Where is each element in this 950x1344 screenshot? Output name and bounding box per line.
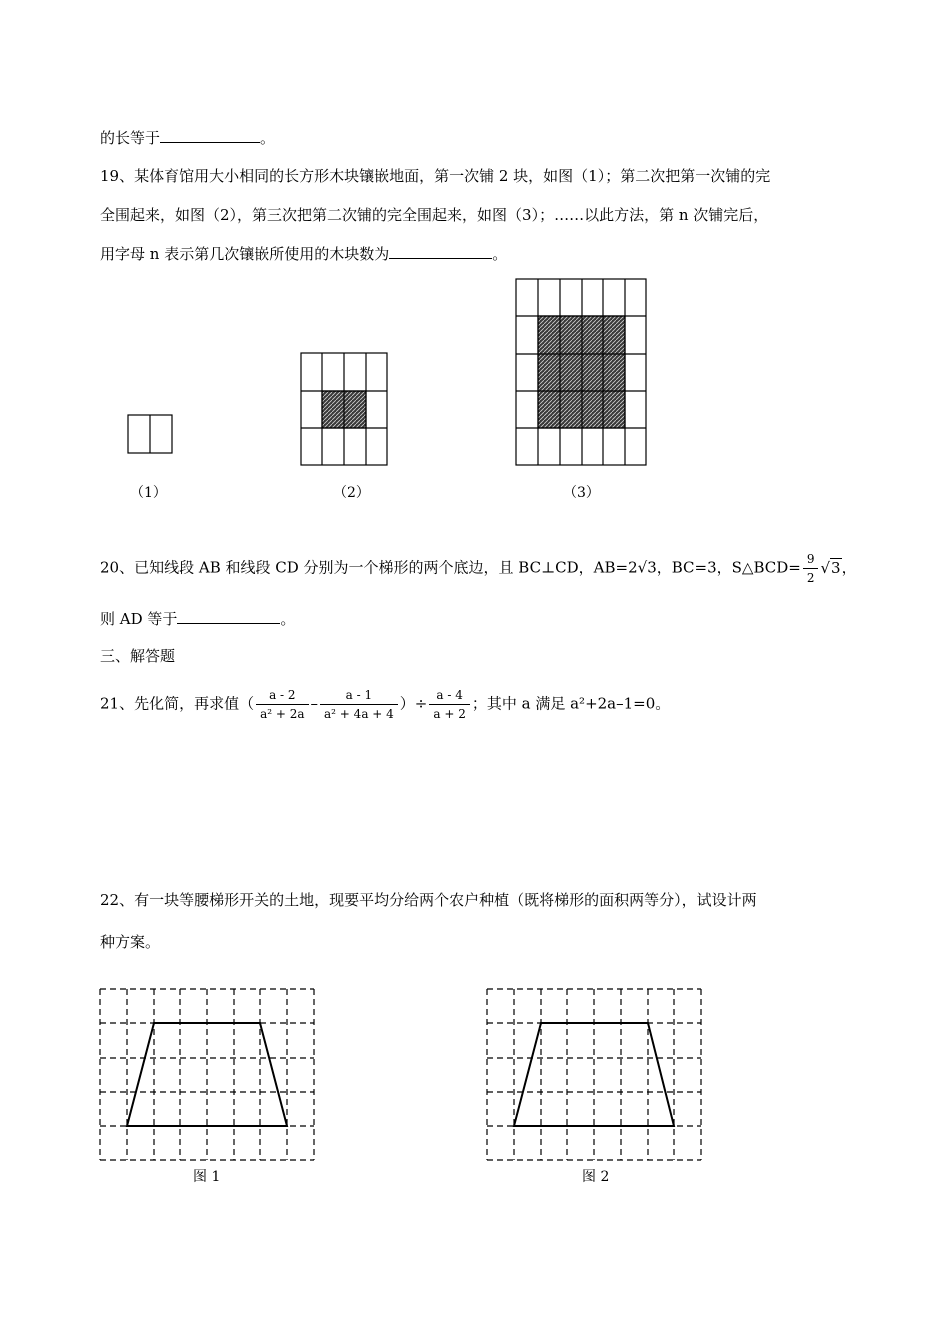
q19-line1: 19、某体育馆用大小相同的长方形木块镶嵌地面，第一次铺 2 块，如图（1）；第二次把第一次铺的完: [100, 167, 771, 185]
q20-comma: ，: [841, 558, 857, 577]
q18-end: 。: [260, 129, 276, 147]
trapezoid-grid-figure-1: [100, 989, 314, 1160]
q20-text: 20、已知线段 AB 和线段 CD 分别为一个梯形的两个底边，且 BC⊥CD，AB=2√3，BC=3，S△BCD=: [100, 558, 801, 577]
q22-line2: 种方案。: [100, 933, 161, 951]
q19-line2: 全围起来，如图（2），第三次把第二次铺的完全围起来，如图（3）；……以此方法，第 n 次铺完后，: [100, 206, 769, 224]
caption-figure-1: （1）: [130, 485, 167, 501]
q19-end: 。: [492, 245, 508, 263]
trapezoid-grid-figure-2: [487, 989, 701, 1160]
q21-divide: ）÷: [399, 694, 428, 713]
tiling-figure-3: [516, 279, 646, 465]
q21-fraction-1: $\frac{a - 2}{\text{a² + 2a}}$: [256, 688, 308, 721]
caption-figure-2: （2）: [333, 485, 370, 501]
tiling-figure-2: [301, 353, 387, 465]
tiling-figure-1: [128, 415, 172, 453]
q21-fraction-2: $\frac{a - 1}{\text{a² + 4a + 4}}$: [320, 688, 398, 721]
caption-grid-figure-1: 图 1: [193, 1169, 221, 1185]
q21-prefix: 21、先化简，再求值（: [100, 694, 255, 713]
q20-line2: [100, 609, 295, 629]
section-3-title: 三、解答题: [100, 647, 176, 665]
q22-line1: 22、有一块等腰梯形开关的土地，现要平均分给两个农户种植（既将梯形的面积两等分），试设计两: [100, 891, 757, 909]
q21-line: [100, 688, 670, 721]
q20-sqrt: √3: [820, 558, 841, 577]
caption-figure-3: （3）: [563, 485, 600, 501]
q20-end: 。: [280, 610, 296, 628]
caption-grid-figure-2: 图 2: [582, 1169, 610, 1185]
q19-line3-text: 用字母 n 表示第几次镶嵌所使用的木块数为: [100, 245, 390, 263]
q18-tail-text: 的长等于: [100, 129, 161, 147]
q21-minus: –: [310, 694, 319, 713]
q21-fraction-3: $\frac{a - 4}{a + 2}$: [429, 688, 469, 721]
q20-fraction: $\frac{9}{2}$: [803, 552, 819, 585]
q21-suffix: ；其中 a 满足 a²+2a–1=0。: [471, 694, 671, 713]
q20-line2-text: 则 AD 等于: [100, 610, 178, 628]
q20-line1: [100, 552, 857, 585]
q20-answer-blank[interactable]: [177, 609, 280, 624]
